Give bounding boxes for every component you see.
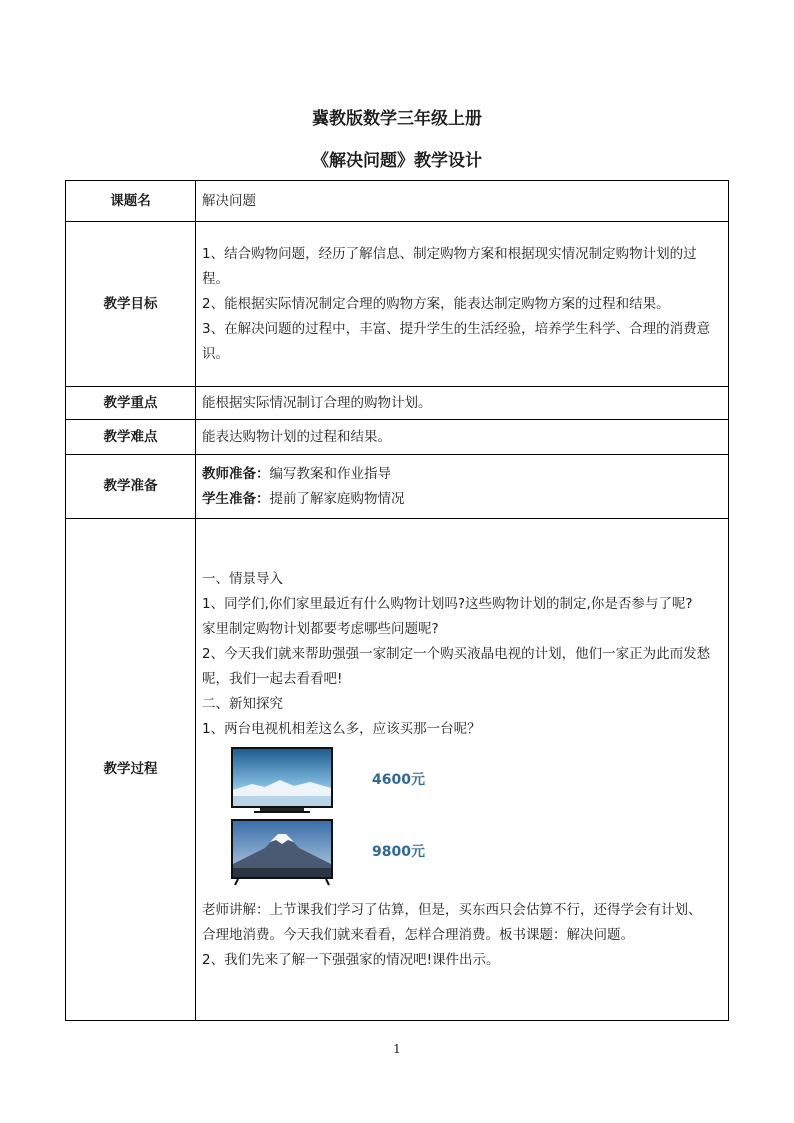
row-label-prep: 教学准备 [66, 455, 196, 519]
process-line: 1、同学们,你们家里最近有什么购物计划吗?这些购物计划的制定,你是否参与了呢? [202, 595, 693, 612]
process-line: 2、我们先来了解一下强强家的情况吧!课件出示。 [202, 951, 500, 968]
student-prep-value: 提前了解家庭购物情况 [269, 490, 405, 507]
row-label-key: 教学重点 [66, 387, 196, 420]
table-row-prep [66, 455, 729, 519]
process-line: 2、今天我们就来帮助强强一家制定一个购买液晶电视的计划，他们一家正为此而发愁 [202, 645, 711, 662]
table-row-difficulty [66, 420, 729, 455]
tv-mountain-icon [230, 818, 334, 888]
row-label-difficulty: 教学难点 [66, 420, 196, 455]
process-line: 1、两台电视机相差这么多，应该买那一台呢？ [202, 720, 481, 737]
document-title: 冀教版数学三年级上册 [312, 109, 482, 129]
document-subtitle: 《解决问题》教学设计 [312, 151, 482, 171]
goal-item: 3、在解决问题的过程中，丰富、提升学生的生活经验，培养学生科学、合理的消费意识。 [202, 320, 711, 362]
tv-lake-icon [230, 746, 334, 816]
tv-option-row [202, 746, 722, 816]
lesson-plan-table [65, 180, 729, 1021]
table-row-topic [66, 181, 729, 222]
teacher-prep-value: 编写教案和作业指导 [269, 465, 391, 482]
goal-item: 1、结合购物问题，经历了解信息、制定购物方案和根据现实情况制定购物计划的过程。 [202, 245, 697, 287]
tv-option-row [202, 818, 722, 888]
row-value-goals [196, 222, 729, 387]
goal-item: 2、能根据实际情况制定合理的购物方案，能表达制定购物方案的过程和结果。 [202, 295, 670, 312]
table-row-goals [66, 222, 729, 387]
process-line: 呢，我们一起去看看吧! [202, 670, 343, 687]
row-value-topic: 解决问题 [196, 181, 729, 222]
student-prep [202, 487, 722, 512]
process-line: 合理地消费。今天我们就来看看，怎样合理消费。板书课题：解决问题。 [202, 926, 634, 943]
table-row-process [66, 519, 729, 1021]
row-value-difficulty: 能表达购物计划的过程和结果。 [196, 420, 729, 455]
process-line: 二、新知探究 [202, 695, 283, 712]
table-row-key [66, 387, 729, 420]
row-label-process: 教学过程 [66, 519, 196, 1021]
teacher-prep-label: 教师准备： [202, 465, 270, 482]
tv-price-2: 9800元 [372, 844, 425, 860]
process-line: 老师讲解：上节课我们学习了估算，但是，买东西只会估算不行，还得学会有计划、 [202, 901, 702, 918]
row-label-topic: 课题名 [66, 181, 196, 222]
teacher-prep [202, 462, 722, 487]
student-prep-label: 学生准备： [202, 490, 270, 507]
row-label-goals: 教学目标 [66, 222, 196, 387]
page-number: 1 [393, 1042, 401, 1056]
process-line: 一、情景导入 [202, 570, 283, 587]
process-line: 家里制定购物计划都要考虑哪些问题呢? [202, 620, 439, 637]
row-value-process [196, 519, 729, 1021]
row-value-prep [196, 455, 729, 519]
tv-price-1: 4600元 [372, 772, 425, 788]
row-value-key: 能根据实际情况制订合理的购物计划。 [196, 387, 729, 420]
